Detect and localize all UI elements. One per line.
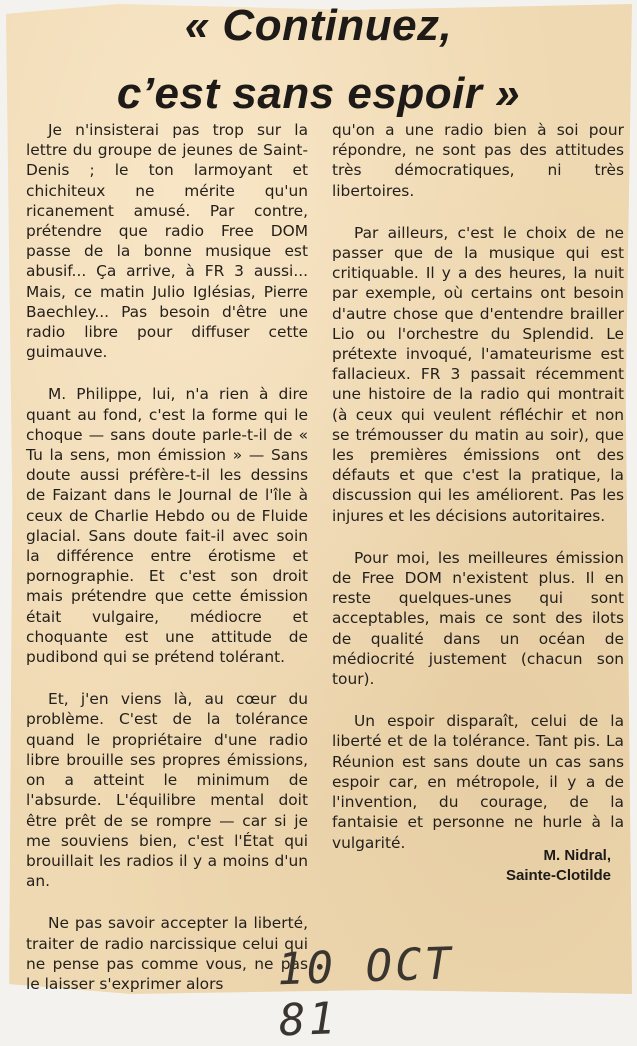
handwritten-date: 10 OCT 81: [276, 938, 455, 1046]
headline-line-1: « Continuez,: [184, 1, 453, 50]
paragraph: Pour moi, les meilleures émission de Free DOM n'existent plus. Il en reste quelques-unes qui sont acceptables, mais ce sont des ilots de qualité dans un océan de médiocrité justement (chacun son tour).: [332, 548, 624, 689]
author-name: M. Nidral,: [543, 847, 611, 864]
paragraph: qu'on a une radio bien à soi pour répondre, ne sont pas des attitudes très démocratiques, ni très libertoires.: [332, 121, 624, 200]
author-location: Sainte-Clotilde: [505, 867, 611, 884]
author-signature: [506, 846, 611, 886]
paragraph: Un espoir disparaît, celui de la liberté et de la tolérance. Tant pis. La Réunion est sans doute un cas sans espoir car, en métropole, il y a de l'invention, du courage, de la fantaisie et personne ne hurle à la vulgarité.: [332, 712, 624, 852]
paragraph: Ne pas savoir accepter la liberté, traiter de radio narcissique celui qui ne pense pas comme vous, ne pas le laisser s'exprimer alors: [26, 914, 308, 993]
paragraph: M. Philippe, lui, n'a rien à dire quant au fond, c'est la forme qui le choque — sans doute parle-t-il de « Tu la sens, mon émission » — Sans doute aussi préfère-t-il les dessins de Faizant dans le Journal de l'île à ceux de Charlie Hebdo ou de Fluide glacial. Sans doute fait-il avec soin la différence entre érotisme et pornographie. Et c'est son droit mais prétendre que cette émission était vulgaire, médiocre et choquante est une attitude de pudibond qui se prétend tolérant.: [26, 385, 308, 667]
paragraph: Par ailleurs, c'est le choix de ne passer que de la musique qui est critiquable. Il y a des heures, la nuit par exemple, où certains ont besoin d'autre chose que d'entendre brailler Lio ou l'orchestre du Splendid. Le prétexte invoqué, l'amateurisme est fallacieux. FR 3 passait récemment une histoire de la radio qui montrait (à ceux qui veulent réfléchir et non se trémousser du matin au soir), que les premières émissions ont des défauts et que c'est la pratique, la discussion qui les améliorent. Pas les injures et les décisions autoritaires.: [332, 223, 624, 525]
paragraph: Je n'insisterai pas trop sur la lettre du groupe de jeunes de Saint-Denis ; le ton larmoyant et chichiteux ne mérite qu'un ricanement amusé. Par contre, prétendre que radio Free DOM passe de la bonne musique est abusif... Ça arrive, à FR 3 aussi... Mais, ce matin Julio Iglésias, Pierre Baechley... Pas besoin d'être une radio libre pour diffuser cette guimauve.: [26, 121, 308, 362]
headline-line-2: c’est sans espoir »: [116, 69, 521, 118]
paragraph: Et, j'en viens là, au cœur du problème. C'est de la tolérance quand le propriétaire d'une radio libre brouille ses propres émissions, on a atteint le minimum de l'absurde. L'équilibre mental doit être prêt de se rompre — car si je me souviens bien, c'est l'État qui brouillait les radios il y a moins d'un an.: [26, 690, 308, 891]
article-column-right: [332, 120, 624, 875]
article-column-left: [26, 120, 308, 1016]
